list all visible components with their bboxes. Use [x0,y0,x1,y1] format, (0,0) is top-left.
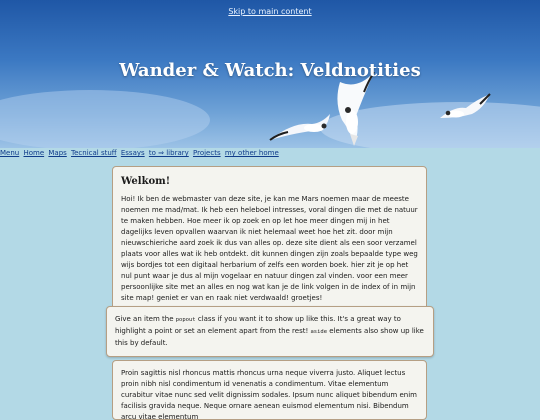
nav-item-technical-stuff[interactable]: Tecnical stuff [71,149,117,157]
nav-item-maps[interactable]: Maps [48,149,67,157]
popout-text-part: class if you want it to show up like this. It's a great way to highlight a point or set an element apart from the rest! [115,315,401,335]
nav-item-library[interactable]: to ⇒ library [148,149,189,157]
popout-code: popout [175,317,196,323]
nav-item-menu[interactable]: Menu [0,149,20,157]
welcome-card [112,166,427,313]
popout-box [106,306,434,357]
welcome-text: Hoi! Ik ben de webmaster van deze site, je kan me Mars noemen maar de meeste noemen me mad/mat. Ik heb een heleboel intresses, voral dingen die met de natuur te maken hebben. Hoe meer ik op zoek en op let hoe meer dingen mij in het dagelijks leven opvallen waarvan ik niet helemaal weet hoe het zit. door mijn nieuwschieriche aard zoek ik dus van alles op. deze site dient als een soor verzamel plaats voor alles wat ik heb ontdekt. dit kunnen dingen zijn zoals bepaalde type weg wijs bordjes tot een digitaal herbarium of zelfs een worden boek. hier zit je op het nul punt waar je dus al mijn vogelaar en natuur dingen zal vinden. voor een meer persoonlijke site met an alles en nog wat kan je de link volgen in de index of in mijn site map! geniet er van en raak niet verdwaald! groetjes! [121,195,418,302]
popout-text-part: Give an item the [115,315,176,323]
nav-item-my-other-home[interactable]: my other home [224,149,279,157]
lorem-card [112,360,427,420]
popout-text [115,314,425,349]
aside-code: aside [310,329,328,335]
site-title: Wander & Watch: Veldnotities [119,60,421,81]
header-banner [0,0,540,148]
welcome-heading: Welkom! [121,176,171,187]
nav-item-projects[interactable]: Projects [193,149,221,157]
lorem-text: Proin sagittis nisl rhoncus mattis rhoncus urna neque viverra justo. Aliquet lectus proin nibh nisl condimentum id venenatis a condimentum. Vitae elementum curabitur vitae nunc sed velit dignissim sodales. Ipsum nunc aliquet bibendum enim facilisis gravida neque. Neque ornare aenean euismod elementum nisi. Bibendum arcu vitae elementum [121,369,417,420]
skip-to-content-link[interactable]: Skip to main content [228,7,312,16]
nav-item-essays[interactable]: Essays [120,149,145,157]
popout-text-part: elements also show up like this by default. [115,327,424,347]
main-navigation [0,148,540,159]
nav-item-home[interactable]: Home [23,149,45,157]
